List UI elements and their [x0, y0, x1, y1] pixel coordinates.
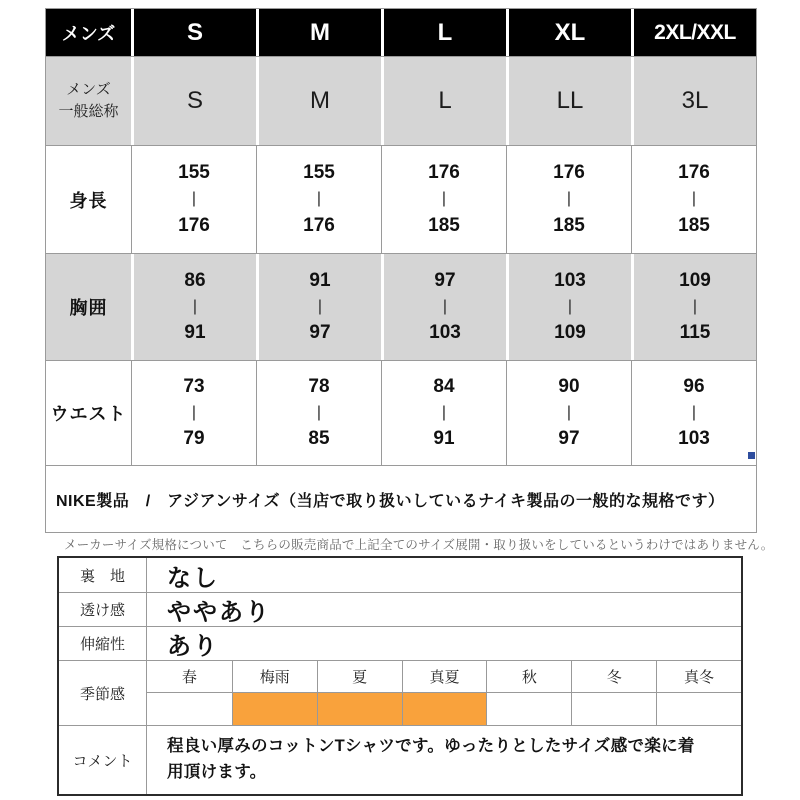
range-max: 91 [433, 428, 455, 450]
header-cell-size-xl: XL [506, 9, 631, 56]
range-max: 91 [184, 322, 206, 344]
spec-value: あり [167, 633, 219, 660]
range-max: 176 [178, 214, 210, 236]
range-separator: | [316, 190, 322, 208]
spec-table [57, 556, 743, 796]
season-indicator-cell [656, 693, 741, 725]
range-separator: | [441, 190, 447, 208]
range-min: 86 [184, 269, 206, 291]
range-cell [381, 254, 506, 360]
season-indicator-cell [317, 693, 402, 725]
range-min: 96 [683, 375, 705, 397]
alias-label-line1: メンズ [66, 80, 111, 98]
season-name-rainy: 梅雨 [232, 661, 317, 692]
range-max: 103 [678, 428, 710, 450]
season-name-spring: 春 [181, 669, 197, 686]
range-min: 84 [433, 375, 455, 397]
header-cell-size-m: M [256, 9, 381, 56]
range-min: 155 [178, 162, 210, 184]
measure-label: 胸囲 [46, 254, 131, 360]
comment-text: 程良い厚みのコットンTシャツです。ゆったりとしたサイズ感で楽に着用頂けます。 [167, 737, 695, 781]
range-separator: | [316, 403, 322, 421]
header-cell-size-l: L [381, 9, 506, 56]
range-cell [506, 146, 631, 253]
range-min: 109 [679, 269, 711, 291]
range-min: 176 [678, 162, 710, 184]
range-separator: | [442, 297, 448, 315]
alias-cell: L [381, 57, 506, 145]
range-max: 103 [429, 322, 461, 344]
range-separator: | [692, 297, 698, 315]
range-cell [381, 146, 506, 253]
range-max: 79 [183, 428, 205, 450]
size-note: NIKE製品 / アジアンサイズ（当店で取り扱いしているナイキ製品の一般的な規格です） [46, 466, 756, 532]
measure-label: 身長 [46, 146, 131, 253]
range-cell [131, 254, 256, 360]
alias-cell: M [256, 57, 381, 145]
measure-row-waist [46, 361, 756, 466]
size-header-row [46, 9, 756, 57]
alias-cell: 3L [631, 57, 756, 145]
range-cell [381, 361, 506, 465]
range-cell [631, 361, 756, 465]
range-separator: | [191, 403, 197, 421]
spec-row-lining [59, 558, 741, 593]
range-separator: | [441, 403, 447, 421]
range-cell [256, 361, 381, 465]
header-cell-size-s: S [131, 9, 256, 56]
selection-handle [748, 452, 755, 459]
header-cell-mens: メンズ [46, 9, 131, 56]
comment-label: コメント [59, 726, 147, 794]
range-min: 176 [428, 162, 460, 184]
season-name-midwinter: 真冬 [656, 661, 741, 692]
season-header [147, 661, 741, 693]
season-indicator-cell [147, 693, 232, 725]
range-separator: | [317, 297, 323, 315]
measure-row-height [46, 146, 756, 254]
range-separator: | [691, 190, 697, 208]
range-max: 85 [308, 428, 330, 450]
season-grid [147, 661, 741, 725]
alias-row [46, 57, 756, 146]
season-row [59, 661, 741, 726]
range-max: 185 [428, 214, 460, 236]
range-min: 73 [183, 375, 205, 397]
range-min: 103 [554, 269, 586, 291]
spec-label: 裏 地 [59, 558, 147, 592]
range-separator: | [567, 297, 573, 315]
spec-label: 透け感 [59, 593, 147, 626]
range-max: 109 [554, 322, 586, 344]
range-cell [256, 146, 381, 253]
alias-label [46, 57, 131, 145]
spec-row-stretch [59, 627, 741, 661]
season-name-autumn: 秋 [486, 661, 571, 692]
measure-label: ウエスト [46, 361, 131, 465]
range-max: 185 [678, 214, 710, 236]
range-separator: | [192, 297, 198, 315]
range-cell [131, 361, 256, 465]
season-indicator-cell [232, 693, 317, 725]
range-min: 78 [308, 375, 330, 397]
season-indicator-cell [402, 693, 487, 725]
header-cell-size-2xl: 2XL/XXL [631, 9, 756, 56]
range-separator: | [691, 403, 697, 421]
disclaimer-text: メーカーサイズ規格について こちらの販売商品で上記全てのサイズ展開・取り扱いをしているというわけではありません。 [64, 538, 774, 552]
range-max: 176 [303, 214, 335, 236]
spec-row-sheerness [59, 593, 741, 627]
alias-cell: LL [506, 57, 631, 145]
range-cell [631, 146, 756, 253]
range-separator: | [191, 190, 197, 208]
alias-label-line2: 一般総称 [58, 103, 119, 120]
range-min: 97 [434, 269, 456, 291]
season-name-winter: 冬 [571, 661, 656, 692]
range-min: 90 [558, 375, 580, 397]
range-cell [506, 254, 631, 360]
range-min: 91 [309, 269, 331, 291]
season-indicator-row [147, 693, 741, 725]
range-separator: | [566, 190, 572, 208]
spec-label: 伸縮性 [59, 627, 147, 660]
season-indicator-cell [486, 693, 571, 725]
size-chart-table [45, 8, 757, 533]
alias-cell: S [131, 57, 256, 145]
range-cell [131, 146, 256, 253]
range-max: 115 [679, 322, 711, 344]
range-separator: | [566, 403, 572, 421]
range-cell [256, 254, 381, 360]
comment-row [59, 726, 741, 794]
season-indicator-cell [571, 693, 656, 725]
measure-row-chest [46, 254, 756, 361]
season-name-summer: 夏 [317, 661, 402, 692]
range-cell [631, 254, 756, 360]
range-min: 155 [303, 162, 335, 184]
spec-value: なし [167, 564, 219, 592]
range-max: 97 [309, 322, 331, 344]
season-label: 季節感 [59, 661, 147, 725]
range-max: 97 [558, 428, 580, 450]
range-cell [506, 361, 631, 465]
range-min: 176 [553, 162, 585, 184]
spec-value: ややあり [167, 599, 271, 626]
season-name-midsummer: 真夏 [402, 661, 487, 692]
range-max: 185 [553, 214, 585, 236]
